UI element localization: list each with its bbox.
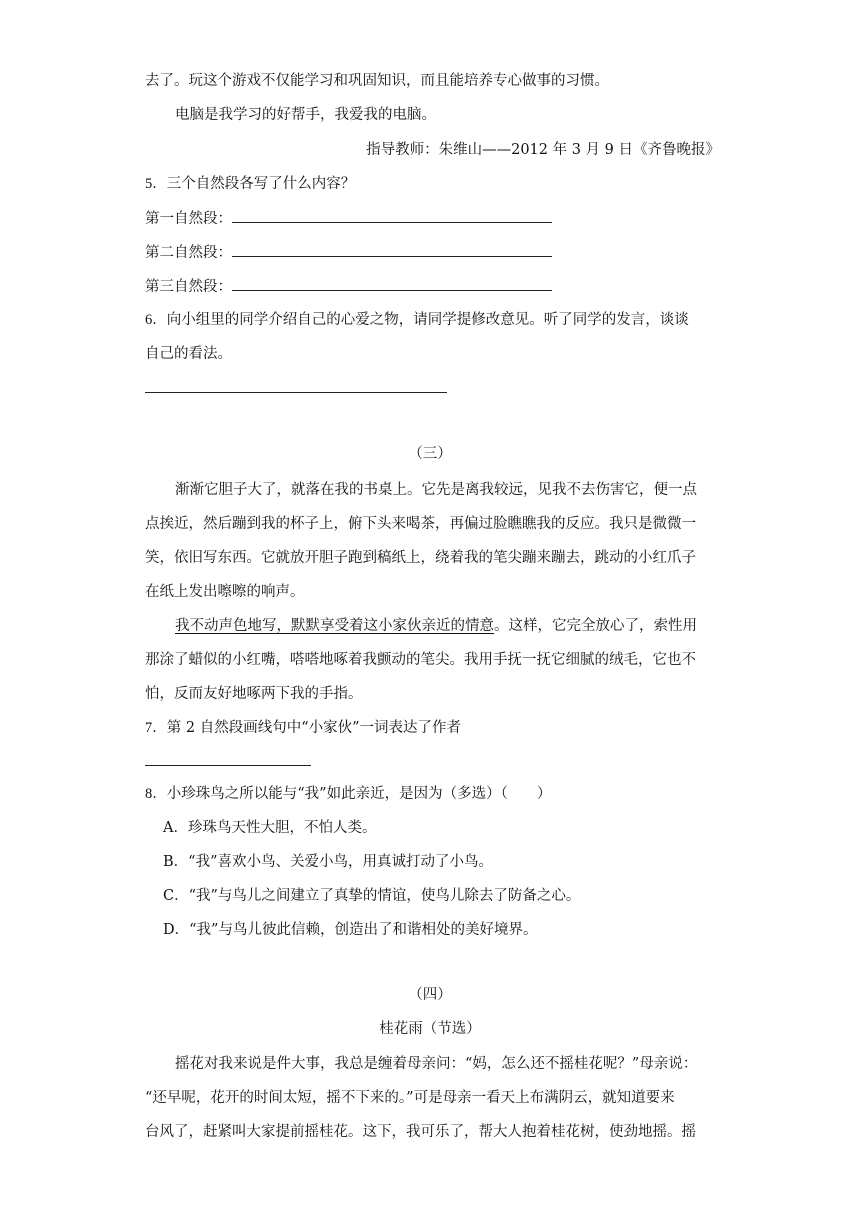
passage-line: 摇花对我来说是件大事，我总是缠着母亲问：“妈，怎么还不摇桂花呢？”母亲说： xyxy=(175,1056,698,1072)
option-d[interactable]: D．“我”与鸟儿彼此信赖，创造出了和谐相处的美好境界。 xyxy=(163,922,538,938)
passage-line: 笑，依旧写东西。它就放开胆子跑到稿纸上，绕着我的笔尖蹦来蹦去，跳动的小红爪子 xyxy=(145,550,696,566)
answer-line[interactable] xyxy=(145,392,447,393)
answer-row-paragraph-1 xyxy=(145,208,552,228)
question-5 xyxy=(145,174,355,194)
answer-blank[interactable] xyxy=(232,242,552,257)
passage-line: 怕，反而友好地啄两下我的手指。 xyxy=(145,686,363,702)
option-b[interactable]: B．“我”喜欢小鸟、关爱小鸟，用真诚打动了小鸟。 xyxy=(163,854,493,870)
passage-line: 那涂了蜡似的小红嘴，嗒嗒地啄着我颤动的笔尖。我用手抚一抚它细腻的绒毛，它也不 xyxy=(145,652,696,668)
passage-line: 渐渐它胆子大了，就落在我的书桌上。它先是离我较远，见我不去伤害它，便一点 xyxy=(175,482,697,498)
option-c[interactable]: C．“我”与鸟儿之间建立了真挚的情谊，使鸟儿除去了防备之心。 xyxy=(163,888,581,904)
passage-title: 桂花雨（节选） xyxy=(379,1021,481,1037)
question-8 xyxy=(145,784,551,804)
question-number: 8． xyxy=(145,786,167,802)
passage-line: 点挨近，然后蹦到我的杯子上，俯下头来喝茶，再偏过脸瞧瞧我的反应。我只是微微一 xyxy=(145,516,696,532)
question-text: 向小组里的同学介绍自己的心爱之物，请同学提修改意见。听了同学的发言，谈谈 xyxy=(166,312,689,328)
answer-blank[interactable] xyxy=(232,208,552,223)
underlined-sentence: 我不动声色地写，默默享受着这小家伙亲近的情意 xyxy=(175,618,494,634)
passage-line: 台风了，赶紧叫大家提前摇桂花。这下，我可乐了，帮大人抱着桂花树，使劲地摇。摇 xyxy=(145,1124,696,1140)
answer-blank[interactable] xyxy=(232,276,552,291)
passage-text: 。这样，它完全放心了，索性用 xyxy=(494,618,697,634)
answer-row-paragraph-2 xyxy=(145,242,552,262)
question-number: 6． xyxy=(145,312,167,328)
passage-line xyxy=(175,616,697,636)
answer-line[interactable] xyxy=(145,765,311,766)
passage-line: 电脑是我学习的好帮手，我爱我的电脑。 xyxy=(175,107,436,123)
option-a[interactable]: A．珍珠鸟天性大胆，不怕人类。 xyxy=(163,820,377,836)
answer-label: 第二自然段： xyxy=(145,245,232,261)
question-text-continued: 自己的看法。 xyxy=(145,346,232,362)
question-6 xyxy=(145,310,689,330)
passage-line: 在纸上发出嚓嚓的响声。 xyxy=(145,584,305,600)
answer-row-paragraph-3 xyxy=(145,276,552,296)
question-number: 7． xyxy=(145,720,167,736)
question-number: 5． xyxy=(145,176,167,192)
section-heading: （三） xyxy=(408,446,452,462)
passage-line: 去了。玩这个游戏不仅能学习和巩固知识，而且能培养专心做事的习惯。 xyxy=(145,73,609,89)
section-heading: （四） xyxy=(408,987,452,1003)
question-7 xyxy=(145,718,461,738)
source-signature: 指导教师：朱维山——2012 年 3 月 9 日《齐鲁晚报》 xyxy=(366,142,720,158)
passage-line: “还早呢，花开的时间太短，摇不下来的。”可是母亲一看天上布满阴云，就知道要来 xyxy=(145,1090,675,1106)
question-text: 第 2 自然段画线句中“小家伙”一词表达了作者 xyxy=(166,720,462,736)
answer-label: 第一自然段： xyxy=(145,211,232,227)
question-text: 三个自然段各写了什么内容？ xyxy=(166,176,356,192)
question-text: 小珍珠鸟之所以能与“我”如此亲近，是因为（多选）（ ） xyxy=(166,786,552,802)
answer-label: 第三自然段： xyxy=(145,279,232,295)
